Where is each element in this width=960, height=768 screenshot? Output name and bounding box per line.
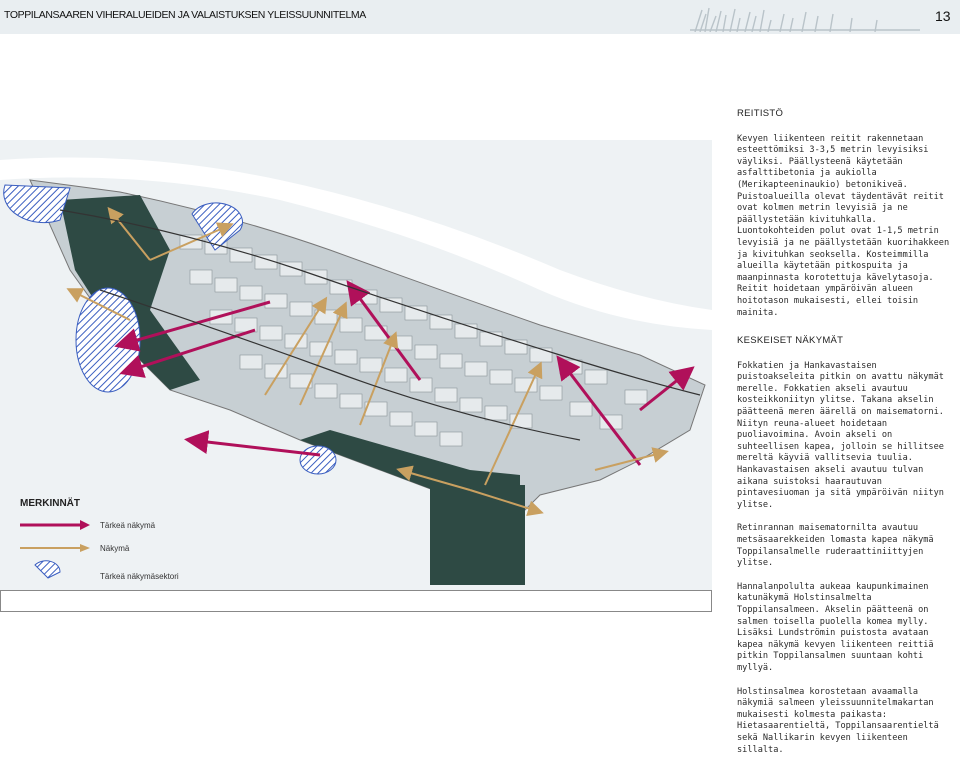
- map-legend: [0, 490, 200, 590]
- page-number: 13: [935, 8, 951, 24]
- views-paragraph-4: Holstinsalmea korostetaan avaamalla näkymiä salmeen yleissuunnitelmakartan mukaisesti kolmesta paikasta: Hietasaarentieltä, Toppilansaarentieltä sekä Nallikarin kevyen liikenteen sillalta.: [737, 686, 939, 755]
- text-column: [737, 108, 957, 768]
- park-area-southeast: [430, 485, 525, 585]
- magenta-arrow-icon: [20, 520, 90, 530]
- routes-paragraph: Kevyen liikenteen reitit rakennetaan esteettömiksi 3-3,5 metrin levyisiksi väyliksi. Päällysteenä käytetään asfalttibetonia ja aukiolla (Merikapteeninaukio) betonikiveä. Puistoalueilla olevat täydentävät reitit ovat kolmen metrin levyisiä ja ne päällystetään kivituhkalla. Luontokohteiden polut ovat 1-1,5 metrin levyisiä ja ne päällystetään kuorihakkeen ja kivituhkan seoksella. Kosteimmilla alueilla käytetään pitkospuita ja maanpinnasta korotettuja kävelytasoja. Reitit hoidetaan ympäröivän alueen hoitotason mukaisesti, ellei toisin mainita.: [737, 133, 950, 318]
- tan-arrow-icon: [20, 544, 90, 552]
- page-header: [0, 0, 960, 34]
- document-title: TOPPILANSAAREN VIHERALUEIDEN JA VALAISTUKSEN YLEISSUUNNITELMA: [4, 9, 366, 21]
- legend-symbols: [20, 520, 95, 580]
- section-heading-views: KESKEISET NÄKYMÄT: [737, 335, 844, 347]
- section-heading-routes: REITISTÖ: [737, 108, 784, 119]
- legend-title: MERKINNÄT: [20, 498, 80, 509]
- legend-item-important-view: Tärkeä näkymä: [100, 521, 156, 530]
- views-paragraph-3: Hannalanpolulta aukeaa kaupunkimainen katunäkymä Holstinsalmelta Toppilansalmeen. Akselin päätteenä on salmen toisella puolella komea mylly. Lisäksi Lundströmin puistosta avataan kapea näkymä kevyen liikenteen reittiä pitkin Toppilansalmen suuntaan kohti myllyä.: [737, 581, 934, 673]
- decorative-grass-icon: [690, 6, 930, 32]
- views-paragraph-2: Retinrannan maisematornilta avautuu metsäsaarekkeiden lomasta kapea näkymä Toppilansalmelle ruderaattiniittyjen ylitse.: [737, 523, 934, 569]
- legend-item-view-sector: Tärkeä näkymäsektori: [100, 572, 179, 581]
- caption-box: [0, 590, 712, 612]
- views-paragraph-1: Fokkatien ja Hankavastaisen puistoakseleita pitkin on avattu näkymät merelle. Fokkatien akseli avautuu kosteikkoniityn ylitse. Takana akselin päätteenä meren äärellä on maisematorni. Niityn reuna-alueet hoidetaan puoliavoimina. Avoin akseli on suhteellisen kapea, jolloin se hillitsee mereltä käyviä vallitsevia tuulia. Hankavastaisen akseli avautuu tulvan aikana suistoksi haarautuvan pintavesiuoman ja sitä ympäröivän niityn ylitse.: [737, 360, 944, 510]
- hatched-sector-icon: [35, 561, 60, 578]
- legend-item-view: Näkymä: [100, 544, 130, 553]
